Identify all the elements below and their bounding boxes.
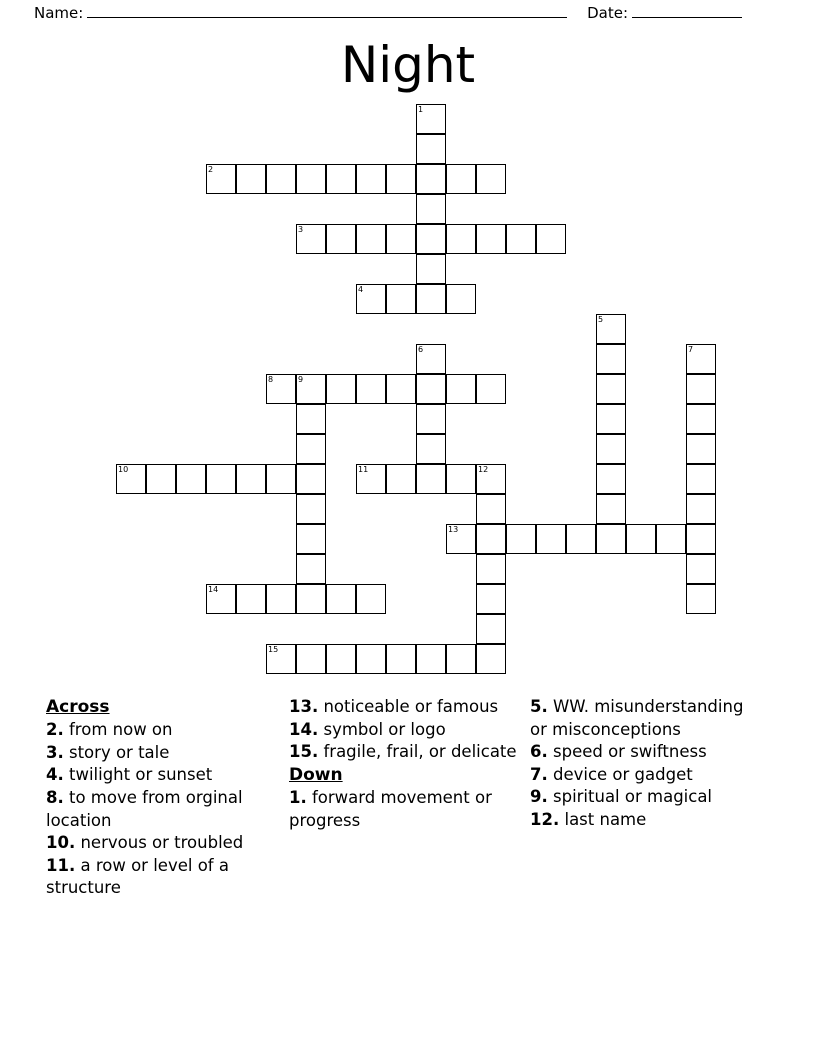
clue-item bbox=[46, 855, 278, 900]
grid-cell[interactable] bbox=[506, 224, 536, 254]
grid-cell[interactable] bbox=[356, 284, 386, 314]
clue-number: 10. bbox=[46, 833, 76, 853]
clues-column-3 bbox=[530, 696, 755, 832]
clue-number: 4. bbox=[46, 765, 64, 785]
clue-text: nervous or troubled bbox=[75, 833, 244, 853]
grid-cell[interactable] bbox=[446, 644, 476, 674]
clue-text: to move from orginal location bbox=[46, 788, 243, 830]
clue-number: 8. bbox=[46, 788, 64, 808]
grid-cell-number: 2 bbox=[208, 165, 214, 174]
grid-cell[interactable] bbox=[416, 404, 446, 434]
grid-cell[interactable] bbox=[596, 524, 626, 554]
grid-cell[interactable] bbox=[686, 524, 716, 554]
grid-cell[interactable] bbox=[296, 554, 326, 584]
grid-cell[interactable] bbox=[386, 284, 416, 314]
grid-cell[interactable] bbox=[596, 404, 626, 434]
grid-cell[interactable] bbox=[596, 374, 626, 404]
grid-cell[interactable] bbox=[416, 374, 446, 404]
grid-cell[interactable] bbox=[416, 224, 446, 254]
clue-number: 6. bbox=[530, 742, 548, 762]
clue-text: spiritual or magical bbox=[547, 787, 713, 807]
clue-number: 12. bbox=[530, 809, 560, 829]
grid-cell-number: 8 bbox=[268, 375, 274, 384]
clue-number: 15. bbox=[289, 742, 319, 762]
grid-cell[interactable] bbox=[446, 164, 476, 194]
grid-cell[interactable] bbox=[356, 164, 386, 194]
grid-cell[interactable] bbox=[416, 254, 446, 284]
grid-cell[interactable] bbox=[596, 344, 626, 374]
grid-cell[interactable] bbox=[236, 584, 266, 614]
grid-cell[interactable] bbox=[326, 374, 356, 404]
grid-cell[interactable] bbox=[206, 164, 236, 194]
grid-cell-number: 6 bbox=[418, 345, 424, 354]
grid-cell[interactable] bbox=[686, 344, 716, 374]
grid-cell[interactable] bbox=[596, 314, 626, 344]
clues-column-1 bbox=[46, 696, 278, 900]
clue-number: 1. bbox=[289, 788, 307, 808]
grid-cell[interactable] bbox=[356, 584, 386, 614]
clue-number: 3. bbox=[46, 742, 64, 762]
clue-number: 13. bbox=[289, 697, 319, 716]
grid-cell[interactable] bbox=[296, 374, 326, 404]
grid-cell[interactable] bbox=[446, 374, 476, 404]
grid-cell-number: 10 bbox=[118, 465, 129, 474]
grid-cell[interactable] bbox=[146, 464, 176, 494]
grid-cell[interactable] bbox=[266, 584, 296, 614]
clue-text: a row or level of a structure bbox=[46, 855, 229, 898]
clue-item bbox=[46, 787, 278, 832]
clue-item bbox=[46, 742, 278, 765]
grid-cell[interactable] bbox=[296, 464, 326, 494]
grid-cell[interactable] bbox=[566, 524, 596, 554]
grid-cell[interactable] bbox=[686, 404, 716, 434]
grid-cell[interactable] bbox=[266, 644, 296, 674]
grid-cell[interactable] bbox=[476, 464, 506, 494]
grid-cell[interactable] bbox=[386, 644, 416, 674]
grid-cell[interactable] bbox=[356, 374, 386, 404]
grid-cell[interactable] bbox=[656, 524, 686, 554]
clue-number: 11. bbox=[46, 855, 76, 875]
grid-cell[interactable] bbox=[416, 344, 446, 374]
grid-cell[interactable] bbox=[356, 644, 386, 674]
grid-cell[interactable] bbox=[296, 524, 326, 554]
clue-item bbox=[289, 787, 529, 832]
clue-number: 14. bbox=[289, 719, 319, 739]
clue-section-heading: Across bbox=[46, 697, 110, 717]
clue-section-heading: Down bbox=[289, 764, 343, 785]
clue-item bbox=[530, 764, 755, 787]
clue-item bbox=[530, 696, 755, 741]
grid-cell-number: 15 bbox=[268, 645, 279, 654]
grid-cell[interactable] bbox=[296, 224, 326, 254]
grid-cell[interactable] bbox=[236, 464, 266, 494]
grid-cell[interactable] bbox=[686, 584, 716, 614]
date-write-line[interactable] bbox=[632, 4, 742, 18]
grid-cell-number: 5 bbox=[598, 315, 604, 324]
clue-item bbox=[530, 741, 755, 764]
grid-cell-number: 3 bbox=[298, 225, 304, 234]
clue-text: noticeable or famous bbox=[318, 697, 499, 716]
grid-cell[interactable] bbox=[476, 374, 506, 404]
grid-cell[interactable] bbox=[476, 644, 506, 674]
grid-cell[interactable] bbox=[416, 284, 446, 314]
clue-text: story or tale bbox=[63, 742, 170, 762]
grid-cell[interactable] bbox=[326, 224, 356, 254]
grid-cell[interactable] bbox=[446, 224, 476, 254]
grid-cell[interactable] bbox=[596, 494, 626, 524]
clue-number: 7. bbox=[530, 764, 548, 784]
grid-cell[interactable] bbox=[386, 164, 416, 194]
crossword-grid[interactable] bbox=[0, 104, 816, 674]
grid-cell[interactable] bbox=[476, 614, 506, 644]
grid-cell[interactable] bbox=[416, 644, 446, 674]
clues-column-2 bbox=[289, 696, 529, 832]
clue-number: 2. bbox=[46, 720, 64, 740]
grid-cell[interactable] bbox=[296, 434, 326, 464]
grid-cell[interactable] bbox=[116, 464, 146, 494]
page-title: Night bbox=[340, 36, 476, 94]
clue-item bbox=[289, 696, 529, 719]
clue-item bbox=[530, 809, 755, 832]
clue-text: from now on bbox=[63, 720, 173, 740]
clue-item bbox=[530, 786, 755, 809]
date-label: Date: bbox=[587, 4, 628, 22]
clue-number: 9. bbox=[530, 787, 548, 807]
grid-cell[interactable] bbox=[206, 464, 236, 494]
grid-cell[interactable] bbox=[176, 464, 206, 494]
grid-cell[interactable] bbox=[266, 374, 296, 404]
grid-cell[interactable] bbox=[476, 494, 506, 524]
clue-number: 5. bbox=[530, 697, 548, 716]
grid-cell[interactable] bbox=[326, 644, 356, 674]
grid-cell[interactable] bbox=[686, 464, 716, 494]
grid-cell[interactable] bbox=[686, 434, 716, 464]
grid-cell[interactable] bbox=[266, 464, 296, 494]
grid-cell[interactable] bbox=[296, 584, 326, 614]
grid-cell-number: 9 bbox=[298, 375, 304, 384]
clue-text: symbol or logo bbox=[318, 719, 446, 739]
grid-cell[interactable] bbox=[236, 164, 266, 194]
grid-cell[interactable] bbox=[686, 554, 716, 584]
grid-cell[interactable] bbox=[536, 524, 566, 554]
grid-cell[interactable] bbox=[326, 584, 356, 614]
name-label: Name: bbox=[34, 4, 84, 22]
grid-cell[interactable] bbox=[386, 374, 416, 404]
clues-section bbox=[0, 696, 816, 996]
grid-cell[interactable] bbox=[686, 494, 716, 524]
grid-cell[interactable] bbox=[446, 524, 476, 554]
clue-text: fragile, frail, or delicate bbox=[318, 742, 517, 762]
grid-cell[interactable] bbox=[266, 164, 296, 194]
clue-text: device or gadget bbox=[547, 764, 693, 784]
clue-text: forward movement or progress bbox=[289, 788, 492, 830]
grid-cell[interactable] bbox=[416, 134, 446, 164]
grid-cell[interactable] bbox=[476, 554, 506, 584]
grid-cell[interactable] bbox=[206, 584, 236, 614]
worksheet-header bbox=[34, 4, 744, 26]
grid-cell[interactable] bbox=[356, 224, 386, 254]
grid-cell-number: 4 bbox=[358, 285, 364, 294]
grid-cell-number: 12 bbox=[478, 465, 489, 474]
grid-cell[interactable] bbox=[686, 374, 716, 404]
grid-cell[interactable] bbox=[476, 524, 506, 554]
grid-cell-number: 11 bbox=[358, 465, 369, 474]
grid-cell[interactable] bbox=[386, 464, 416, 494]
grid-cell[interactable] bbox=[326, 164, 356, 194]
grid-cell[interactable] bbox=[386, 224, 416, 254]
grid-cell[interactable] bbox=[416, 164, 446, 194]
grid-cell[interactable] bbox=[296, 494, 326, 524]
grid-cell[interactable] bbox=[596, 434, 626, 464]
clue-item bbox=[46, 764, 278, 787]
grid-cell[interactable] bbox=[296, 644, 326, 674]
grid-cell[interactable] bbox=[296, 404, 326, 434]
grid-cell[interactable] bbox=[416, 194, 446, 224]
grid-cell[interactable] bbox=[536, 224, 566, 254]
grid-cell-number: 13 bbox=[448, 525, 459, 534]
clue-item bbox=[46, 719, 278, 742]
clue-text: WW. misunderstanding or misconceptions bbox=[530, 697, 744, 739]
clue-text: speed or swiftness bbox=[547, 742, 707, 762]
grid-cell[interactable] bbox=[476, 584, 506, 614]
clue-item bbox=[46, 832, 278, 855]
grid-cell[interactable] bbox=[296, 164, 326, 194]
grid-cell[interactable] bbox=[596, 464, 626, 494]
grid-cell[interactable] bbox=[446, 284, 476, 314]
grid-cell[interactable] bbox=[506, 524, 536, 554]
grid-cell[interactable] bbox=[416, 464, 446, 494]
grid-cell[interactable] bbox=[476, 224, 506, 254]
grid-cell-number: 1 bbox=[418, 105, 424, 114]
name-write-line[interactable] bbox=[87, 4, 567, 18]
clue-item bbox=[289, 719, 529, 742]
grid-cell-number: 7 bbox=[688, 345, 694, 354]
clue-text: twilight or sunset bbox=[63, 765, 213, 785]
grid-cell[interactable] bbox=[356, 464, 386, 494]
clue-text: last name bbox=[559, 809, 647, 829]
grid-cell[interactable] bbox=[446, 464, 476, 494]
grid-cell[interactable] bbox=[626, 524, 656, 554]
grid-cell[interactable] bbox=[416, 434, 446, 464]
grid-cell[interactable] bbox=[416, 104, 446, 134]
grid-cell[interactable] bbox=[476, 164, 506, 194]
grid-cell-number: 14 bbox=[208, 585, 219, 594]
clue-item bbox=[289, 741, 529, 764]
